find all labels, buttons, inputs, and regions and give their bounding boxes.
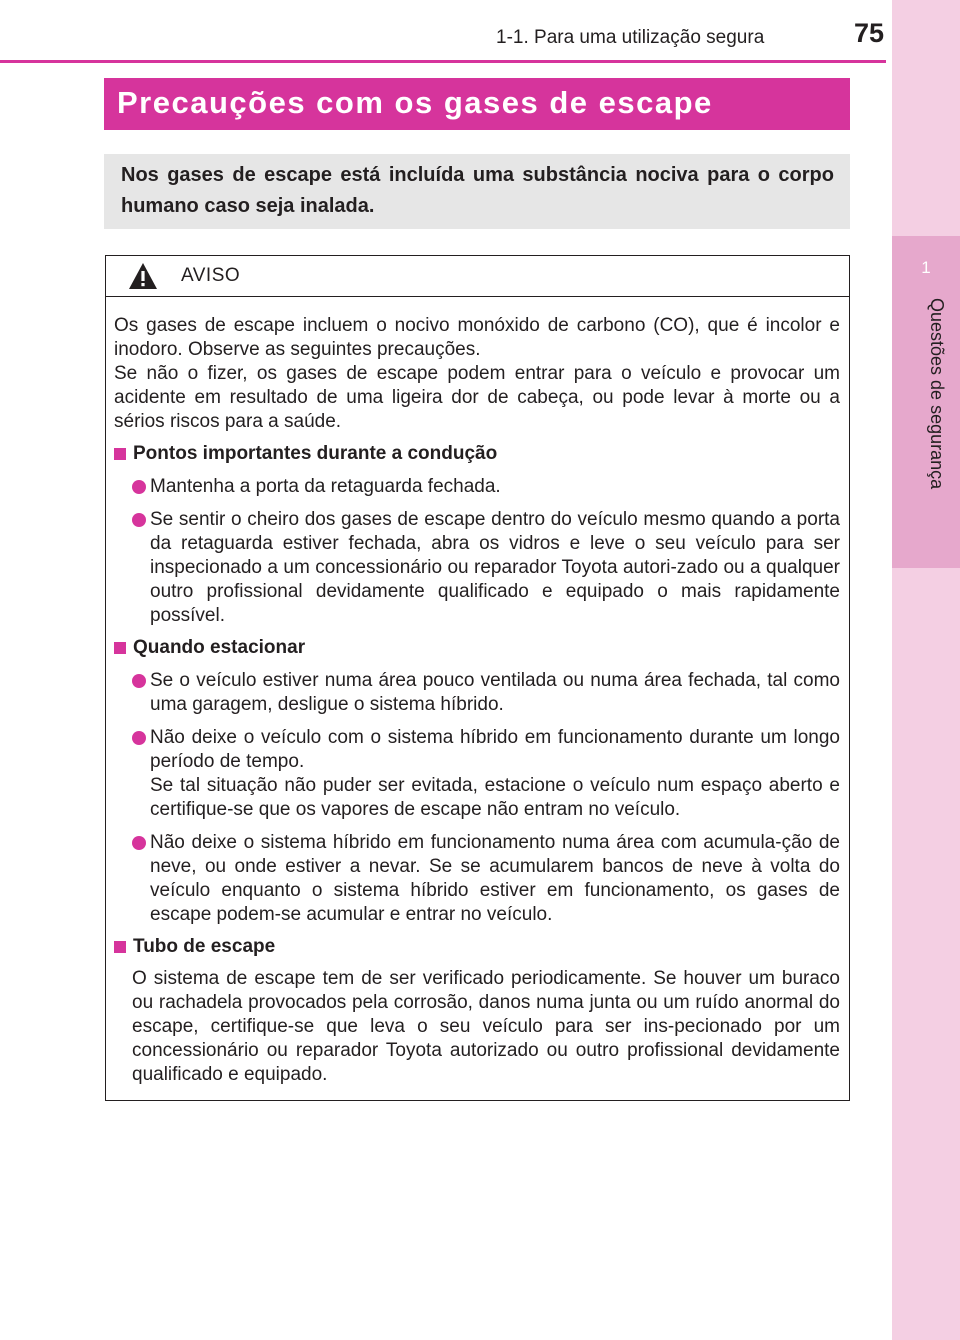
list-item: Se o veículo estiver numa área pouco ventilada ou numa área fechada, tal como uma garagem, desligue o sistema híbrido. [114, 669, 840, 717]
header-rule [0, 60, 886, 63]
square-bullet-icon [114, 448, 126, 460]
list-item: Não deixe o sistema híbrido em funcionamento numa área com acumula-ção de neve, ou onde estiver a nevar. Se se acumularem bancos de neve à volta do veículo enquanto o sistema híbrido estiver em funcionamento, os gases de escape podem-se acumular e entrar no veículo. [114, 831, 840, 927]
round-bullet-icon [132, 836, 146, 850]
warning-label: AVISO [181, 265, 241, 286]
list-item: Mantenha a porta da retaguarda fechada. [114, 475, 840, 499]
side-margin-bar [892, 0, 960, 1340]
running-header: 1-1. Para uma utilização segura [496, 27, 765, 48]
square-bullet-icon [114, 941, 126, 953]
warning-header [106, 256, 849, 297]
list-item-continuation: Se tal situação não puder ser evitada, estacione o veículo num espaço aberto e certifique-se que os vapores de escape não entram no veículo. [150, 775, 840, 820]
exhaust-pipe-text: O sistema de escape tem de ser verificado periodicamente. Se houver um buraco ou rachadela provocados pela corrosão, danos numa junta ou um ruído anormal do escape, certifique-se que leva o seu veículo para ser ins-pecionado por um concessionário ou reparador Toyota autorizado ou outro profissional devidamente qualificado e equipado. [132, 968, 840, 1085]
warning-body [114, 314, 840, 1087]
round-bullet-icon [132, 513, 146, 527]
round-bullet-icon [132, 731, 146, 745]
intro-box: Nos gases de escape está incluída uma substância nociva para o corpo humano caso seja inalada. [104, 154, 850, 229]
subheading-driving: Pontos importantes durante a condução [114, 442, 840, 466]
list-item: Se sentir o cheiro dos gases de escape dentro do veículo mesmo quando a porta da retaguarda estiver fechada, abra os vidros e leve o seu veículo para ser inspecionado a um concessionário ou reparador Toyota autori-zado ou a qualquer outro profissional devidamente qualificado e equipado o mais rapidamente possível. [114, 508, 840, 628]
chapter-title: Questões de segurança [927, 298, 947, 490]
chapter-number: 1 [921, 258, 931, 277]
warning-intro-1: Os gases de escape incluem o nocivo monóxido de carbono (CO), que é incolor e inodoro. Observe as seguintes precauções. [114, 315, 840, 360]
square-bullet-icon [114, 642, 126, 654]
warning-triangle-icon [128, 262, 158, 290]
warning-box [105, 255, 850, 1101]
warning-intro-2: Se não o fizer, os gases de escape podem entrar para o veículo e provocar um acidente em resultado de uma ligeira dor de cabeça, ou pode levar à morte ou a sérios riscos para a saúde. [114, 363, 840, 432]
section-title: Precauções com os gases de escape [104, 78, 850, 130]
page-number: 75 [853, 18, 884, 48]
round-bullet-icon [132, 480, 146, 494]
subheading-exhaust-pipe: Tubo de escape [114, 935, 840, 959]
list-item: Não deixe o veículo com o sistema híbrido em funcionamento durante um longo período de tempo. Se tal situação não puder ser evitada, estacione o veículo num espaço aberto e certifique-se que os vapores de escape não entram no veículo. [114, 726, 840, 822]
round-bullet-icon [132, 674, 146, 688]
subheading-parking: Quando estacionar [114, 636, 840, 660]
